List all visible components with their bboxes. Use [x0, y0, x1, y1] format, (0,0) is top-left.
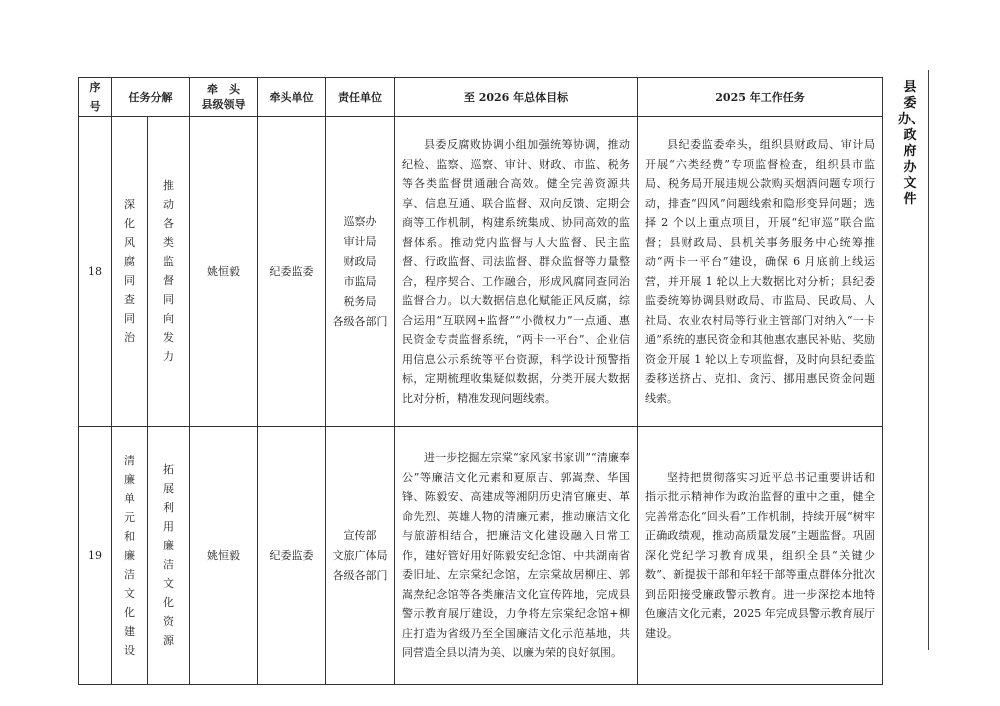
row-seq: 18	[79, 117, 112, 427]
header-lead-leader: 牵 头 县级领导	[190, 78, 258, 117]
row-task-2025: 县纪委监委牵头，组织县财政局、审计局开展“六类经费”专项监督检查，组织县市监局、税务局开展违规公款购买烟酒问题专项行动，排查“四风”问题线索和隐形变异问题；选择 2 个以上重点项目，开展“纪审巡”联合监督；县财政局、县机关事务服务中心统筹推动“两卡一平台”建设，确保 6 月底前上线运营，并开展 1 轮以上大数据比对分析；县纪委监委统筹协调县财政局、市监局、民政局、人社局、农业农村局等行业主管部门对纳入“一卡通”系统的惠民资金和其他惠农惠民补贴、奖励资金开展 1 轮以上专项监督，及时向县纪委监委移送挤占、克扣、贪污、挪用惠民资金问题线索。	[638, 117, 883, 427]
header-task: 任务分解	[112, 78, 190, 117]
row-resp-units: 巡察办 审计局 财政局 市监局 税务局 各级各部门	[326, 117, 395, 427]
row-lead-unit: 纪委监委	[258, 427, 326, 685]
row-subtask: 拓展利用廉洁文化资源	[148, 427, 190, 685]
header-goal: 至 2026 年总体目标	[395, 78, 638, 117]
row-goal: 进一步挖掘左宗棠“家风家书家训”“清廉奉公”等廉洁文化元素和夏原吉、郭嵩焘、华国锋、陈毅安、高建成等湘阴历史清官廉吏、革命先烈、英雄人物的清廉元素，推动廉洁文化与旅游相结合，把廉洁文化建设融入日常工作，建好管好用好陈毅安纪念馆、中共湖南省委旧址、左宗棠纪念馆，左宗棠故居柳庄、郭嵩焘纪念馆等各类廉洁文化宣传阵地，完成县警示教育展厅建设，力争将左宗棠纪念馆+柳庄打造为省级乃至全国廉洁文化示范基地，共同营造全县以清为美、以廉为荣的良好氛围。	[395, 427, 638, 685]
header-resp-unit: 责任单位	[326, 78, 395, 117]
row-leader: 姚恒毅	[190, 427, 258, 685]
side-divider	[928, 70, 929, 650]
row-task-2025: 坚持把贯彻落实习近平总书记重要讲话和指示批示精神作为政治监督的重中之重，健全完善常态化“回头看”工作机制，持续开展“树牢正确政绩观，推动高质量发展”主题监督。巩固深化党纪学习教育成果，组织全县“关键少数”、新提拔干部和年轻干部等重点群体分批次到岳阳接受廉政警示教育。进一步深挖本地特色廉洁文化元素，2025 年完成县警示教育展厅建设。	[638, 427, 883, 685]
row-subtask: 推动各类监督同向发力	[148, 117, 190, 427]
row-seq: 19	[79, 427, 112, 685]
header-lead-unit: 牵头单位	[258, 78, 326, 117]
row-resp-units: 宣传部 文旅广体局 各级各部门	[326, 427, 395, 685]
header-seq: 序号	[79, 78, 112, 117]
task-table	[78, 77, 883, 685]
table-row	[79, 117, 883, 427]
row-lead-unit: 纪委监委	[258, 117, 326, 427]
row-goal: 县委反腐败协调小组加强统筹协调，推动纪检、监察、巡察、审计、财政、市监、税务等各类监督贯通融合高效。健全完善资源共享、信息互通、联合监督、双向反馈、定期会商等工作机制，构建系统集成、协同高效的监督体系。推动党内监督与人大监督、民主监督、行政监督、司法监督、群众监督等力量整合，程序契合、工作融合，形成风腐同查同治监督合力。以大数据信息化赋能正风反腐，综合运用“互联网+监督”“小微权力”一点通、惠民资金专责监督系统，“两卡一平台”、企业信用信息公示系统等平台资源，科学设计预警指标，定期梳理收集疑似数据，分类开展大数据比对分析，精准发现问题线索。	[395, 117, 638, 427]
header-task-2025: 2025 年工作任务	[638, 78, 883, 117]
row-category: 清廉单元和廉洁文化建设	[112, 427, 148, 685]
row-leader: 姚恒毅	[190, 117, 258, 427]
row-category: 深化风腐同查同治	[112, 117, 148, 427]
table-header-row	[79, 78, 883, 117]
document-side-header: 县委办、政府办文件	[898, 80, 925, 207]
table-row	[79, 427, 883, 685]
